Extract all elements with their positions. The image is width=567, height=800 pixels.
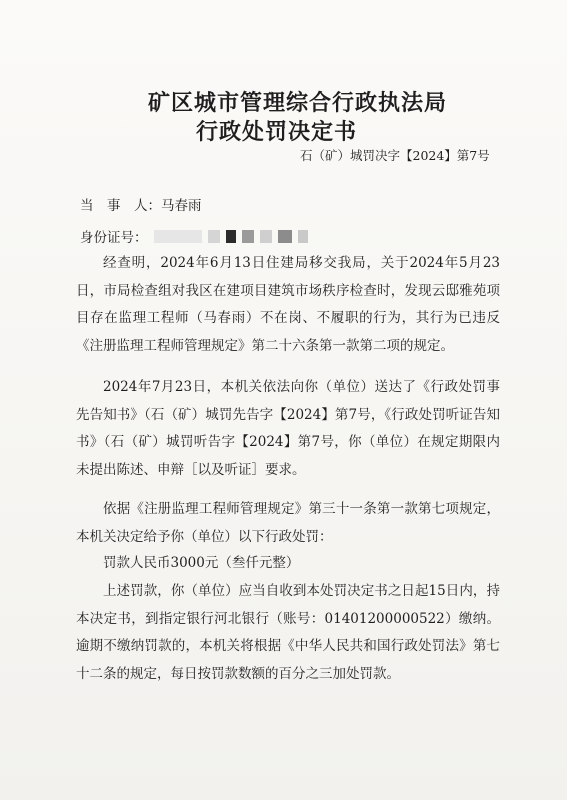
document-number: 石（矿）城罚决字【2024】第7号 xyxy=(300,148,490,163)
redaction-block xyxy=(298,230,308,243)
penalty-amount: 罚款人民币3000元（叁仟元整） xyxy=(103,555,300,571)
finding-paragraph: 经查明，2024年6月13日住建局移交我局，关于2024年5月23日，市局检查组对我区在建项目建筑市场秩序检查时，发现云邸雅苑项目存在监理工程师（马春雨）不在岗、不履职的行为，其行为已违反《注册监理工程师管理规定》第二十六条第一款第二项的规定。 xyxy=(76,255,500,354)
id-label: 身份证号： xyxy=(80,230,148,246)
id-number-line xyxy=(80,226,314,246)
basis-paragraph: 依据《注册监理工程师管理规定》第三十一条第一款第七项规定，本机关决定给予你（单位）以下行政处罚： xyxy=(76,501,500,545)
document-title-type: 行政处罚决定书 xyxy=(196,119,358,145)
redaction-block xyxy=(154,230,202,243)
payment-paragraph: 上述罚款，你（单位）应当自收到本处罚决定书之日起15日内，持本决定书，到指定银行河北银行（账号：01401200000522）缴纳。逾期不缴纳罚款的，本机关将根据《中华人民共和国行政处罚法》第七十二条的规定，每日按罚款数额的百分之三加处罚款。 xyxy=(76,583,500,682)
party-line: 当 事 人：马春雨 xyxy=(80,198,202,214)
redaction-block xyxy=(278,230,292,243)
redaction-block xyxy=(260,230,272,243)
redaction-block xyxy=(226,230,236,243)
document-title-agency: 矿区城市管理综合行政执法局 xyxy=(148,90,448,116)
redaction-block xyxy=(242,230,254,243)
notice-paragraph: 2024年7月23日，本机关依法向你（单位）送达了《行政处罚事先告知书》（石（矿）城罚先告字【2024】第7号，《行政处罚听证告知书》（石（矿）城罚听告字【2024】第7号，你（单位）在规定期限内未提出陈述、申辩［以及听证］要求。 xyxy=(76,379,500,478)
redaction-block xyxy=(208,230,220,243)
